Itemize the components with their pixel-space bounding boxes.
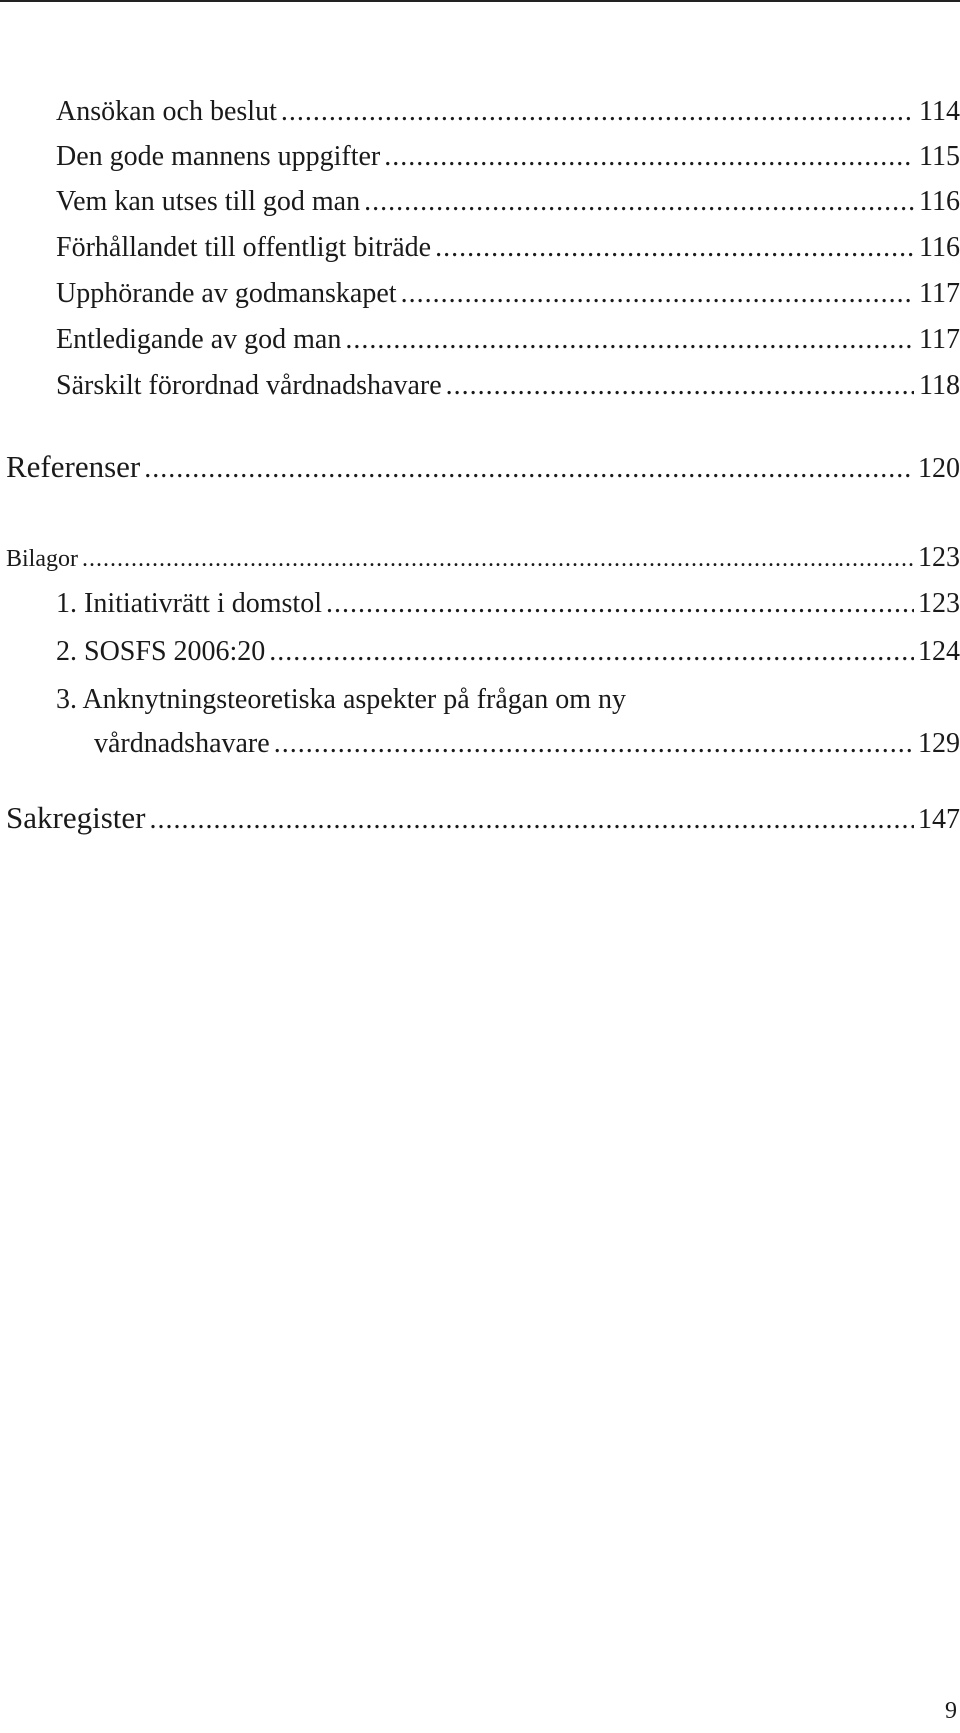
toc-entry-page: 116 bbox=[919, 186, 960, 217]
toc-entry-upphorande[interactable] bbox=[56, 278, 960, 310]
toc-leader-dots bbox=[144, 453, 914, 485]
toc-entry-page: 124 bbox=[918, 636, 960, 667]
toc-entry-bilaga-3[interactable] bbox=[94, 728, 960, 760]
toc-entry-sarskilt-forordnad[interactable] bbox=[56, 370, 960, 402]
toc-entry-title: Den gode mannens uppgifter bbox=[56, 141, 381, 172]
toc-entry-title: Vem kan utses till god man bbox=[56, 186, 361, 217]
toc-leader-dots bbox=[82, 546, 914, 573]
toc-entry-page: 115 bbox=[919, 141, 960, 172]
toc-leader-dots bbox=[274, 728, 914, 760]
toc-entry-entledigande[interactable] bbox=[56, 324, 960, 356]
toc-entry-bilagor[interactable] bbox=[6, 542, 960, 574]
toc-entry-gode-mannens-uppgifter[interactable] bbox=[56, 141, 960, 173]
toc-entry-bilaga-1[interactable] bbox=[56, 588, 960, 620]
toc-leader-dots bbox=[269, 636, 914, 668]
toc-leader-dots bbox=[401, 278, 914, 310]
toc-entry-ansokan[interactable] bbox=[56, 96, 960, 128]
toc-entry-page: 116 bbox=[919, 232, 960, 263]
toc-entry-title: 2. SOSFS 2006:20 bbox=[56, 636, 266, 667]
page-number: 9 bbox=[945, 1698, 957, 1724]
toc-entry-title: Upphörande av godmanskapet bbox=[56, 278, 397, 309]
toc-leader-dots bbox=[435, 232, 914, 264]
toc-entry-sakregister[interactable] bbox=[6, 800, 960, 836]
toc-leader-dots bbox=[326, 588, 914, 620]
toc-entry-vem-kan-utses[interactable] bbox=[56, 186, 960, 218]
toc-entry-title: Referenser bbox=[6, 449, 141, 484]
toc-leader-dots bbox=[281, 96, 914, 128]
toc-entry-title: vårdnadshavare bbox=[94, 728, 270, 759]
toc-entry-page: 120 bbox=[918, 453, 960, 484]
toc-entry-referenser[interactable] bbox=[6, 449, 960, 485]
toc-entry-page: 117 bbox=[919, 278, 960, 309]
toc-entry-bilaga-2[interactable] bbox=[56, 636, 960, 668]
toc-entry-forhallandet[interactable] bbox=[56, 232, 960, 264]
toc-entry-page: 118 bbox=[919, 370, 960, 401]
toc-entry-title: Särskilt förordnad vårdnadshavare bbox=[56, 370, 442, 401]
toc-entry-title: Förhållandet till offentligt biträde bbox=[56, 232, 432, 263]
toc-entry-title: Bilagor bbox=[6, 546, 78, 572]
toc-leader-dots bbox=[384, 141, 914, 173]
toc-leader-dots bbox=[345, 324, 914, 356]
toc-leader-dots bbox=[149, 804, 914, 836]
toc-entry-bilaga-3-line1[interactable]: 3. Anknytningsteoretiska aspekter på frågan om ny bbox=[56, 684, 626, 715]
toc-leader-dots bbox=[364, 186, 914, 218]
toc-entry-page: 114 bbox=[919, 96, 960, 127]
toc-entry-title: 1. Initiativrätt i domstol bbox=[56, 588, 322, 619]
toc-entry-title: Entledigande av god man bbox=[56, 324, 342, 355]
toc-entry-title: Ansökan och beslut bbox=[56, 96, 277, 127]
toc-entry-page: 123 bbox=[918, 588, 960, 619]
toc-entry-title: Sakregister bbox=[6, 800, 146, 835]
toc-entry-page: 123 bbox=[918, 542, 960, 573]
toc-entry-page: 147 bbox=[918, 804, 960, 835]
toc-leader-dots bbox=[446, 370, 914, 402]
toc-entry-page: 117 bbox=[919, 324, 960, 355]
toc-entry-page: 129 bbox=[918, 728, 960, 759]
